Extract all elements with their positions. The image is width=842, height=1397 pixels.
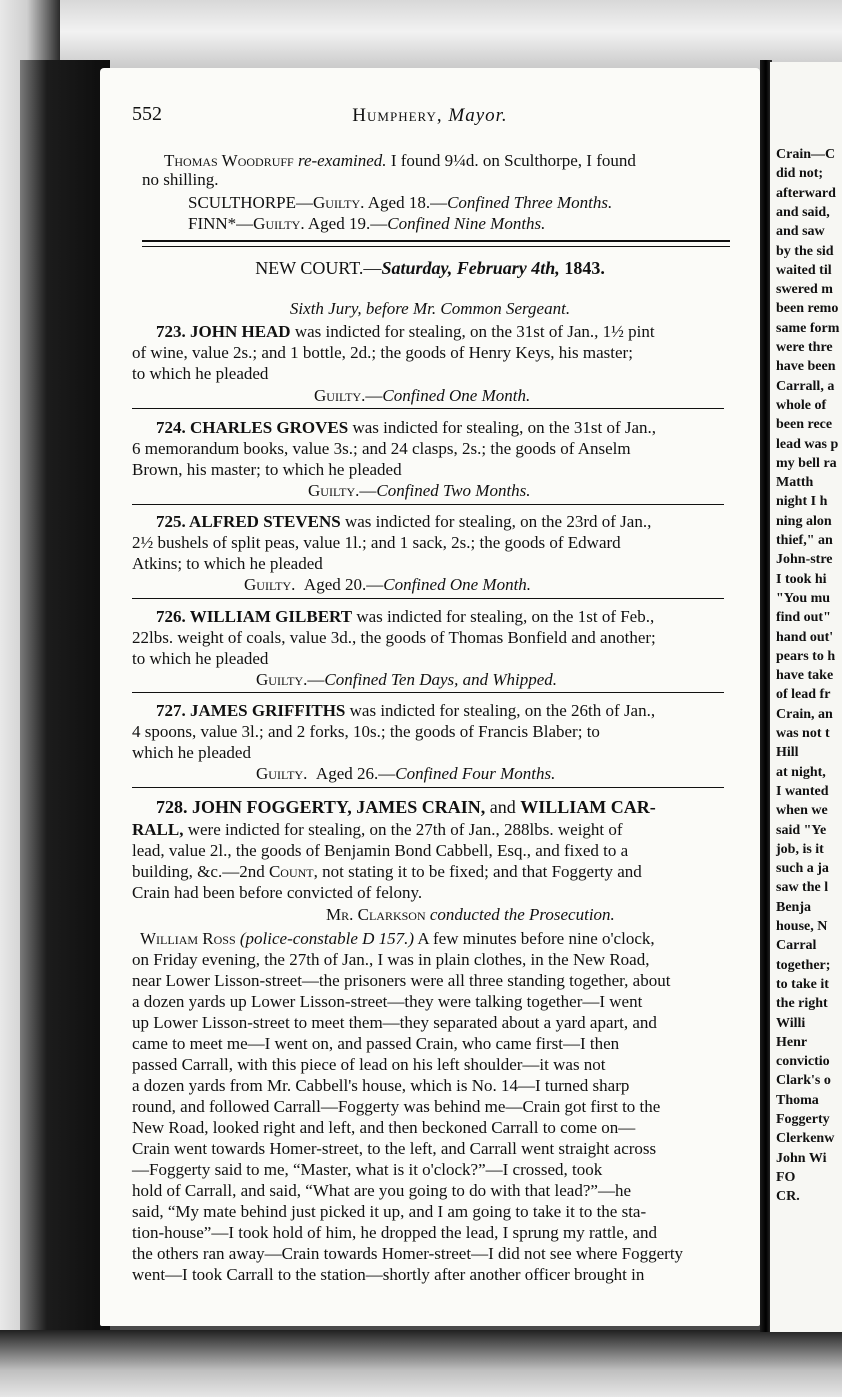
case-727-verdict: Guilty. Aged 26.—Confined Four Months.: [256, 764, 556, 783]
case-rule: [132, 787, 724, 788]
testimony-line: a dozen yards from Mr. Cabbell's house, which is No. 14—I turned sharp: [132, 1076, 630, 1095]
right-page-line: my bell ra: [776, 455, 837, 471]
testimony-line: said, “My mate behind just picked it up, and I am going to take it to the sta-: [132, 1202, 647, 1221]
right-page-line: pears to h: [776, 648, 836, 664]
testimony-line: went—I took Carrall to the station—shortly after another officer brought in: [132, 1265, 645, 1284]
right-page-line: Carrall, a: [776, 378, 835, 394]
right-page-line: night I h: [776, 494, 828, 510]
case-728-line-3: lead, value 2l., the goods of Benjamin Bond Cabbell, Esq., and fixed to a: [132, 841, 629, 860]
testimony-line: the others ran away—Crain towards Homer-street—I did not see where Foggerty: [132, 1244, 684, 1263]
jury-heading: Sixth Jury, before Mr. Common Sergeant.: [289, 299, 571, 318]
case-rule: [132, 504, 724, 505]
scan-background-bottom: [0, 1330, 842, 1397]
case-723-line-2: of wine, value 2s.; and 1 bottle, 2d.; the goods of Henry Keys, his master;: [132, 343, 633, 362]
right-page-line: Henr: [776, 1034, 808, 1050]
right-page-line: house, N: [776, 919, 828, 934]
testimony-line: a dozen yards up Lower Lisson-street—they were talking together—I went: [132, 992, 643, 1011]
right-page-line: and said,: [776, 204, 830, 220]
right-page-line: I took hi: [776, 571, 827, 587]
right-page-line: Hill: [776, 745, 799, 761]
right-page-line: was not t: [776, 726, 830, 741]
right-page-line: Clark's o: [776, 1073, 831, 1089]
case-725-line-2: 2½ bushels of split peas, value 1l.; and 1 sack, 2s.; the goods of Edward: [132, 533, 621, 552]
case-723-line-3: to which he pleaded: [132, 364, 269, 383]
testimony-line: New Road, looked right and left, and then beckoned Carrall to come on—: [132, 1118, 636, 1137]
case-726-line-2: 22lbs. weight of coals, value 3d., the goods of Thomas Bonfield and another;: [132, 628, 656, 647]
book-binding-edge: [20, 60, 110, 1360]
case-726-verdict: Guilty.—Confined Ten Days, and Whipped.: [256, 670, 558, 689]
right-page-line: hand out': [776, 629, 834, 645]
case-724-line-3: Brown, his master; to which he pleaded: [132, 460, 402, 479]
right-page-line: whole of: [776, 397, 827, 413]
right-page-fragment: [770, 62, 842, 1332]
case-rule: [132, 598, 724, 599]
testimony-line: Crain went towards Homer-street, to the left, and Carrall went straight across: [132, 1139, 657, 1158]
testimony-line: —Foggerty said to me, “Master, what is it o'clock?”—I crossed, took: [132, 1160, 603, 1179]
right-page-line: Clerkenw: [776, 1131, 835, 1147]
right-page-line: were thre: [776, 340, 833, 355]
right-page-line: did not;: [776, 166, 824, 182]
right-page-line: by the sid: [776, 243, 834, 259]
right-page-line: have take: [776, 668, 834, 684]
right-page-line: Crain, an: [776, 706, 833, 722]
case-728-line-2: RALL, were indicted for stealing, on the 27th of Jan., 288lbs. weight of: [132, 820, 623, 839]
right-page-line: to take it: [776, 976, 829, 992]
case-725-line-3: Atkins; to which he pleaded: [132, 554, 323, 573]
page-number: 552: [132, 103, 162, 125]
case-723-verdict: Guilty.—Confined One Month.: [314, 386, 531, 405]
right-page-line: convictio: [776, 1054, 830, 1070]
case-724-line-2: 6 memorandum books, value 3s.; and 24 clasps, 2s.; the goods of Anselm: [132, 439, 631, 458]
right-page-line: "You mu: [776, 590, 831, 606]
prosecution-line: Mr. Clarkson conducted the Prosecution.: [326, 905, 615, 924]
right-page-line: Foggerty: [776, 1112, 830, 1127]
right-page-line: have been: [776, 359, 836, 375]
case-726-line-1: 726. WILLIAM GILBERT was indicted for stealing, on the 1st of Feb.,: [156, 607, 655, 626]
left-page: [100, 68, 760, 1326]
right-page-line: been remo: [776, 301, 839, 317]
right-page-line: Benja: [776, 899, 811, 915]
court-heading: NEW COURT.—Saturday, February 4th, 1843.: [255, 258, 605, 278]
right-page-line: at night,: [776, 764, 826, 780]
case-725-line-1: 725. ALFRED STEVENS was indicted for stealing, on the 23rd of Jan.,: [156, 512, 652, 531]
intro-line-2: no shilling.: [142, 170, 219, 189]
right-page-line: Willi: [776, 1015, 806, 1031]
case-726-line-3: to which he pleaded: [132, 649, 269, 668]
right-page-line: when we: [776, 803, 828, 819]
testimony-line: tion-house”—I took hold of him, he dropped the lead, I sprung my rattle, and: [132, 1223, 657, 1242]
case-rule: [132, 408, 724, 409]
right-page-line: Matth: [776, 475, 814, 491]
right-page-line: saw the l: [776, 880, 829, 896]
testimony-line: on Friday evening, the 27th of Jan., I was in plain clothes, in the New Road,: [132, 950, 650, 969]
right-page-line: CR.: [776, 1189, 800, 1205]
verdict-sculthorpe: SCULTHORPE—Guilty. Aged 18.—Confined Three Months.: [188, 193, 613, 212]
right-page-line: John-stre: [776, 552, 833, 568]
case-727-line-2: 4 spoons, value 3l.; and 2 forks, 10s.; the goods of Francis Blaber; to: [132, 722, 600, 741]
testimony-line-0: William Ross (police-constable D 157.) A few minutes before nine o'clock,: [140, 929, 655, 948]
right-page-line: together;: [776, 957, 831, 973]
right-page-line: and saw: [776, 224, 825, 240]
right-page-line: waited til: [776, 262, 832, 278]
right-page-line: the right: [776, 996, 828, 1012]
case-724-line-1: 724. CHARLES GROVES was indicted for stealing, on the 31st of Jan.,: [156, 418, 657, 437]
right-page-line: such a ja: [776, 861, 829, 877]
right-page-line: afterward: [776, 185, 836, 201]
right-page-line: lead was p: [776, 436, 839, 452]
testimony-line: hold of Carrall, and said, “What are you going to do with that lead?”—he: [132, 1181, 631, 1200]
right-page-line: FO: [776, 1169, 796, 1185]
right-page-line: find out": [776, 610, 831, 626]
right-page-line: said "Ye: [776, 822, 827, 838]
right-page-line: job, is it: [776, 841, 824, 857]
running-head: [100, 105, 760, 126]
running-head-title: Mayor.: [448, 105, 508, 126]
case-727-line-1: 727. JAMES GRIFFITHS was indicted for stealing, on the 26th of Jan.,: [156, 701, 656, 720]
right-page-line: John Wi: [776, 1150, 827, 1166]
right-page-line: ning alon: [776, 513, 832, 529]
right-page-line: I wanted: [776, 783, 829, 799]
section-double-rule: [142, 240, 730, 247]
right-page-line: thief," an: [776, 533, 833, 548]
testimony-line: came to meet me—I went on, and passed Crain, who came first—I then: [132, 1034, 620, 1053]
right-page-line: swered m: [776, 282, 833, 298]
running-head-name: Humphery,: [352, 105, 443, 126]
right-page-line: been rece: [776, 417, 833, 433]
case-724-verdict: Guilty.—Confined Two Months.: [308, 481, 531, 500]
case-728-line-4: building, &c.—2nd Count, not stating it to be fixed; and that Foggerty and: [132, 862, 642, 881]
right-page-line: same form: [776, 320, 840, 336]
testimony-line: near Lower Lisson-street—the prisoners were all three standing together, about: [132, 971, 671, 990]
right-page-line: Carral: [776, 938, 817, 954]
right-page-line: Crain—C: [776, 147, 836, 162]
case-725-verdict: Guilty. Aged 20.—Confined One Month.: [244, 575, 532, 594]
case-727-line-3: which he pleaded: [132, 743, 251, 762]
testimony-line: round, and followed Carrall—Foggerty was behind me—Crain got first to the: [132, 1097, 661, 1116]
case-723-line-1: 723. JOHN HEAD was indicted for stealing, on the 31st of Jan., 1½ pint: [156, 322, 655, 341]
right-page-line: of lead fr: [776, 687, 831, 703]
testimony-line: up Lower Lisson-street to meet them—they separated about a yard apart, and: [132, 1013, 657, 1032]
testimony-line: passed Carrall, with this piece of lead on his left shoulder—it was not: [132, 1055, 606, 1074]
case-728-line-5: Crain had been before convicted of felony.: [132, 883, 423, 902]
intro-line-1: Thomas Woodruff re-examined. I found 9¼d. on Sculthorpe, I found: [164, 151, 636, 170]
case-728-line-1: 728. JOHN FOGGERTY, JAMES CRAIN, and WILLIAM CAR-: [156, 797, 656, 817]
case-rule: [132, 692, 724, 693]
right-page-line: Thoma: [776, 1092, 819, 1108]
verdict-finn: FINN*—Guilty. Aged 19.—Confined Nine Months.: [188, 214, 546, 233]
